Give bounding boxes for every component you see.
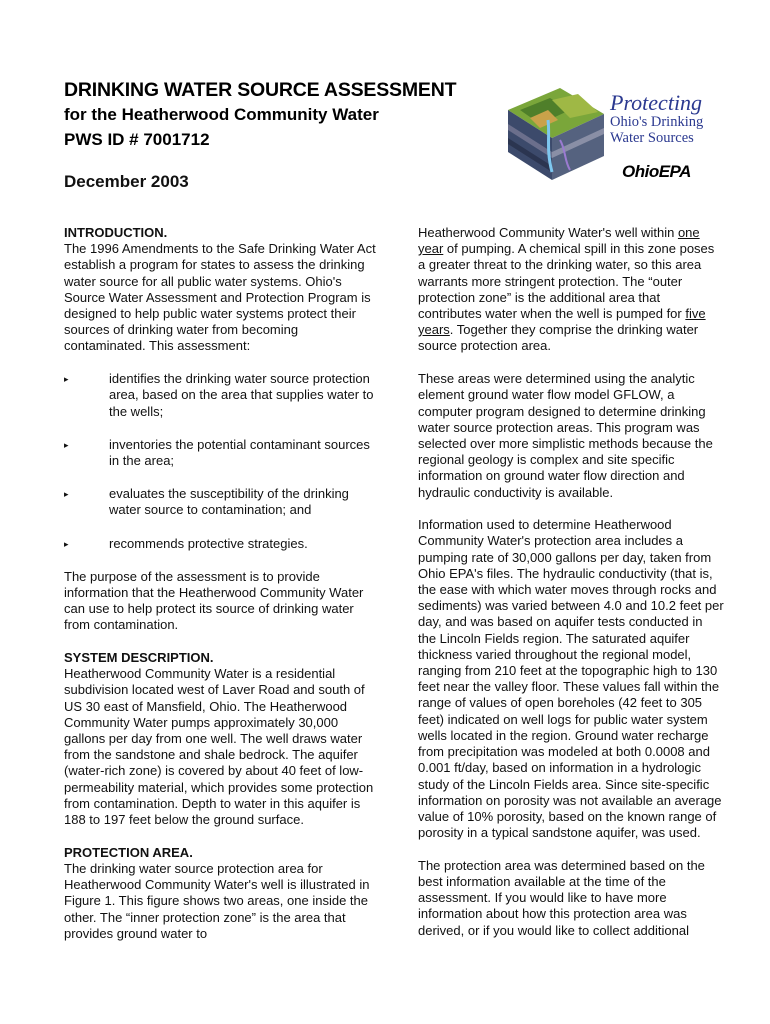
right-column	[418, 225, 724, 955]
purpose-paragraph: The purpose of the assessment is to provide information that the Heatherwood Community Water can use to help protect its source of drinking water from contamination.	[64, 568, 364, 633]
bullet-text: inventories the potential contaminant sources in the area;	[109, 436, 370, 468]
best-information-paragraph: The protection area was determined based on the best information available at the time of the assessment. If you would like to have more information about how this protection area was derived, or if you would like to collect additional	[418, 857, 705, 938]
protection-area-heading: PROTECTION AREA.	[64, 844, 193, 860]
p1-text-c: . Together they comprise the drinking water source protection area.	[418, 322, 699, 354]
bullet-item	[64, 371, 376, 420]
p1-underline-five-years: five years	[418, 306, 706, 338]
ohio-epa-logo: OhioEPA	[622, 162, 691, 181]
system-description-heading: SYSTEM DESCRIPTION.	[64, 650, 214, 666]
document-date: December 2003	[64, 172, 189, 191]
bullet-marker-icon: ▸	[64, 538, 69, 549]
system-description-paragraph: Heatherwood Community Water is a residential subdivision located west of Laver Road and south of US 30 east of Mansfield, Ohio. The Heatherwood Community Water pumps approximately 30,000 gallons per day from one well. The well draws water from the sandstone and shale bedrock. The aquifer (water-rich zone) is covered by about 40 feet of low-permeability material, which provides some protection from contamination. Depth to water in this aquifer is 188 to 197 feet below the ground surface.	[64, 666, 374, 828]
bullet-marker-icon: ▸	[64, 489, 69, 500]
intro-paragraph: The 1996 Amendments to the Safe Drinking Water Act establish a program for states to assess the drinking water source for all public water systems. Ohio's Source Water Assessment and Protection Program is designed to help public water systems protect their sources of drinking water from becoming contaminated. This assessment:	[64, 241, 376, 354]
bullet-marker-icon: ▸	[64, 374, 69, 385]
bullet-text: identifies the drinking water source protection area, based on the area that supplies water to the wells;	[109, 371, 374, 419]
bullet-text: recommends protective strategies.	[109, 535, 308, 551]
model-inputs-paragraph: Information used to determine Heatherwood Community Water's protection area includes a pumping rate of 30,000 gallons per day, taken from Ohio EPA's files. The hydraulic conductivity (that is, the ease with which water moves through rocks and sediments) was varied between 4.0 and 10.2 feet per day, and was based on aquifer tests conducted in the Lincoln Fields region. The saturated aquifer thickness varied throughout the regional model, ranging from 210 feet at the topographic high to 130 feet near the valley floor. These values fall within the range of values of open boreholes (42 feet to 305 feet) indicated on well logs for public water system wells located in the region. Ground water recharge from precipitation was modeled at both 0.0008 and 0.001 ft/day, based on information in a hydrologic study of the Lincoln Fields area. Since site-specific information on porosity was not available an average value of 10% porosity, based on the known range of porosity in a typical sandstone aquifer, was used.	[418, 517, 724, 841]
p1-underline-one-year: one year	[418, 225, 700, 257]
protection-area-paragraph: The drinking water source protection area for Heatherwood Community Water's well is illustrated in Figure 1. This figure shows two areas, one inside the other. The “inner protection zone” is the area that provides ground water to	[64, 861, 370, 941]
protecting-water-logo	[500, 80, 740, 190]
title-line-2: for the Heatherwood Community Water	[64, 105, 379, 124]
protection-zone-paragraph	[418, 225, 724, 355]
bullet-item	[64, 486, 376, 518]
bullet-item	[64, 536, 376, 552]
title-line-1: DRINKING WATER SOURCE ASSESSMENT	[64, 79, 457, 101]
assessment-bullet-list	[64, 371, 376, 552]
p1-text-b: of pumping. A chemical spill in this zone poses a greater threat to the drinking water, so this area warrants more stringent protection. The “outer protection zone” is the additional area that contributes water when the well is pumped for	[418, 241, 715, 322]
logo-line-1: Protecting	[610, 90, 703, 115]
bullet-item	[64, 437, 376, 469]
left-column	[64, 225, 376, 959]
bullet-marker-icon: ▸	[64, 439, 69, 450]
document-title	[64, 78, 504, 152]
logo-line-2: Ohio's Drinking	[610, 114, 704, 130]
intro-heading: INTRODUCTION.	[64, 225, 168, 240]
gflow-paragraph: These areas were determined using the analytic element ground water flow model GFLOW, a computer program designed to determine drinking water source protection areas. This program was selected over more simplistic methods because the regional geology is complex and site specific information on ground water flow direction and hydraulic conductivity is available.	[418, 371, 713, 500]
bullet-text: evaluates the susceptibility of the drinking water source to contamination; and	[109, 486, 349, 518]
logo-text	[610, 92, 703, 146]
terrain-block-icon	[500, 80, 610, 190]
title-line-3: PWS ID # 7001712	[64, 130, 210, 149]
logo-line-3: Water Sources	[610, 130, 694, 146]
p1-text-a: Heatherwood Community Water's well within	[418, 225, 678, 240]
